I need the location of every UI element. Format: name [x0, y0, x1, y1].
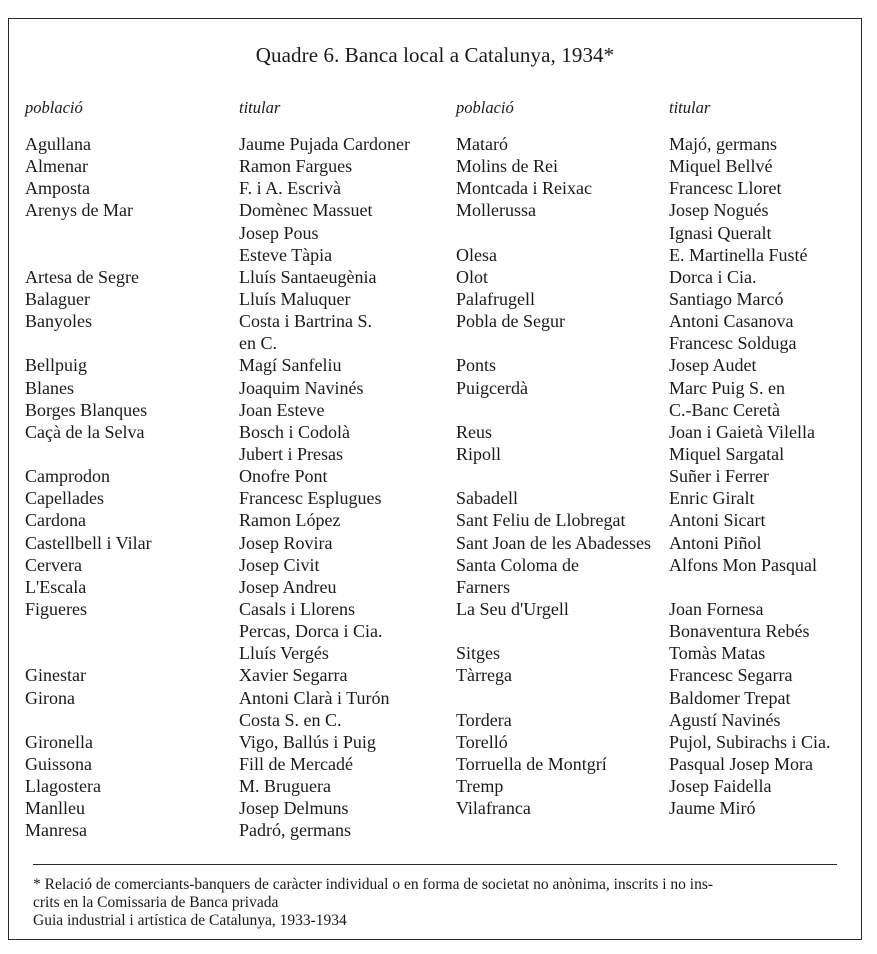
poblacio-cell: Molins de Rei	[456, 156, 558, 177]
titular-cell: Bosch i Codolà	[239, 421, 350, 442]
titular-cell: Josep Nogués	[669, 200, 769, 221]
table-frame	[8, 18, 862, 940]
poblacio-cell: Figueres	[25, 598, 87, 619]
poblacio-cell: Llagostera	[25, 776, 101, 797]
titular-cell: Antoni Casanova	[669, 311, 794, 332]
header-poblacio-right: població	[456, 98, 514, 117]
header-titular-left: titular	[239, 98, 281, 117]
poblacio-cell	[456, 465, 651, 487]
titular-cell: Lluís Santaeugènia	[239, 266, 377, 287]
poblacio-cell: Castellbell i Vilar	[25, 532, 152, 553]
titular-cell: Casals i Llorens	[239, 598, 355, 619]
titular-cell: Joaquim Navinés	[239, 377, 364, 398]
poblacio-cell: Caçà de la Selva	[25, 421, 145, 442]
poblacio-cell: Montcada i Reixac	[456, 178, 592, 199]
titular-cell: Bonaventura Rebés	[669, 621, 810, 642]
poblacio-cell	[25, 642, 152, 664]
poblacio-cell: Reus	[456, 421, 492, 442]
titular-cell: Magí Sanfeliu	[239, 355, 342, 376]
titular-cell: E. Martinella Fusté	[669, 244, 808, 265]
titular-cell: Ignasi Queralt	[669, 222, 772, 243]
titular-cell: Costa i Bartrina S.	[239, 311, 372, 332]
titular-cell: Onofre Pont	[239, 466, 328, 487]
titular-cell: Percas, Dorca i Cia.	[239, 621, 383, 642]
titular-cell: Josep Audet	[669, 355, 757, 376]
poblacio-cell: Almenar	[25, 156, 88, 177]
titular-cell: Jaume Miró	[669, 798, 756, 819]
footnote	[33, 864, 837, 930]
header-poblacio-left: població	[25, 98, 83, 117]
titular-cell: Antoni Sicart	[669, 510, 766, 531]
titular-cell	[669, 576, 831, 598]
titular-cell: Baldomer Trepat	[669, 687, 791, 708]
poblacio-cell: Olesa	[456, 244, 497, 265]
poblacio-cell: Sabadell	[456, 488, 518, 509]
titular-cell: Xavier Segarra	[239, 665, 348, 686]
poblacio-cell: La Seu d'Urgell	[456, 598, 569, 619]
poblacio-cell	[456, 332, 651, 354]
poblacio-cell: Banyoles	[25, 311, 92, 332]
titular-cell: M. Bruguera	[239, 776, 331, 797]
titular-cell: Joan Fornesa	[669, 598, 764, 619]
titular-cell: Padró, germans	[239, 820, 351, 841]
column-poblacio-left	[25, 133, 152, 842]
column-titular-left	[239, 133, 410, 842]
titular-cell: Jaume Pujada Cardoner	[239, 134, 410, 154]
poblacio-cell	[25, 244, 152, 266]
poblacio-cell: Palafrugell	[456, 288, 535, 309]
poblacio-cell: Ginestar	[25, 665, 86, 686]
titular-cell: Pasqual Josep Mora	[669, 753, 813, 774]
titular-cell: Domènec Massuet	[239, 200, 373, 221]
poblacio-cell: Mollerussa	[456, 200, 536, 221]
table-title: Quadre 6. Banca local a Catalunya, 1934*	[255, 43, 615, 67]
poblacio-cell: Ripoll	[456, 443, 502, 464]
column-titular-right	[669, 133, 831, 819]
poblacio-cell	[25, 709, 152, 731]
poblacio-cell: Bellpuig	[25, 355, 87, 376]
footnote-source: Guia industrial i artística de Catalunya, 1933-1934	[33, 912, 347, 929]
poblacio-cell	[456, 687, 651, 709]
footnote-line: crits en la Comissaria de Banca privada	[33, 894, 279, 911]
poblacio-cell: Vilafranca	[456, 798, 531, 819]
titular-cell: F. i A. Escrivà	[239, 178, 342, 199]
poblacio-cell: Arenys de Mar	[25, 200, 133, 221]
titular-cell: C.-Banc Ceretà	[669, 399, 780, 420]
titular-cell: Josep Pous	[239, 222, 319, 243]
poblacio-cell: Amposta	[25, 178, 90, 199]
titular-cell: Ramon Fargues	[239, 156, 353, 177]
titular-cell: Pujol, Subirachs i Cia.	[669, 731, 831, 752]
poblacio-cell: Cardona	[25, 510, 86, 531]
titular-cell: Josep Faidella	[669, 776, 772, 797]
poblacio-cell: Manlleu	[25, 798, 85, 819]
titular-cell: en C.	[239, 333, 277, 354]
titular-cell: Francesc Segarra	[669, 665, 793, 686]
titular-cell: Lluís Vergés	[239, 643, 329, 664]
poblacio-cell: Gironella	[25, 731, 93, 752]
titular-cell: Tomàs Matas	[669, 643, 766, 664]
titular-cell: Francesc Esplugues	[239, 488, 382, 509]
titular-cell: Francesc Solduga	[669, 333, 797, 354]
poblacio-cell: Cervera	[25, 554, 82, 575]
titular-cell: Suñer i Ferrer	[669, 466, 769, 487]
titular-cell: Antoni Clarà i Turón	[239, 687, 390, 708]
poblacio-cell	[25, 620, 152, 642]
poblacio-cell	[456, 399, 651, 421]
poblacio-cell: Torruella de Montgrí	[456, 753, 607, 774]
poblacio-cell	[456, 222, 651, 244]
poblacio-cell: Pobla de Segur	[456, 311, 565, 332]
poblacio-cell: Tremp	[456, 776, 504, 797]
poblacio-cell: Capellades	[25, 488, 104, 509]
poblacio-cell: Manresa	[25, 820, 87, 841]
titular-cell: Marc Puig S. en	[669, 377, 785, 398]
titular-cell: Miquel Bellvé	[669, 156, 773, 177]
poblacio-cell	[456, 620, 651, 642]
poblacio-cell	[25, 332, 152, 354]
footnote-line: * Relació de comerciants-banquers de caràcter individual o en forma de societat no anònima, inscrits i no ins-	[33, 876, 714, 893]
titular-cell: Joan i Gaietà Vilella	[669, 421, 816, 442]
poblacio-cell	[25, 222, 152, 244]
titular-cell: Josep Andreu	[239, 576, 337, 597]
titular-cell: Costa S. en C.	[239, 709, 342, 730]
titular-cell: Alfons Mon Pasqual	[669, 554, 817, 575]
titular-cell: Ramon López	[239, 510, 341, 531]
poblacio-cell: Tàrrega	[456, 665, 512, 686]
poblacio-cell: Sant Joan de les Abadesses	[456, 532, 651, 553]
titular-cell: Agustí Navinés	[669, 709, 781, 730]
poblacio-cell: Sant Feliu de Llobregat	[456, 510, 626, 531]
poblacio-cell: Mataró	[456, 134, 508, 154]
poblacio-cell: Ponts	[456, 355, 497, 376]
titular-cell: Dorca i Cia.	[669, 266, 757, 287]
titular-cell: Esteve Tàpia	[239, 244, 333, 265]
titular-cell: Antoni Piñol	[669, 532, 762, 553]
titular-cell: Enric Giralt	[669, 488, 755, 509]
poblacio-cell	[25, 443, 152, 465]
poblacio-cell: Agullana	[25, 134, 91, 154]
poblacio-cell: Tordera	[456, 709, 512, 730]
titular-cell: Fill de Mercadé	[239, 753, 353, 774]
poblacio-cell: Sitges	[456, 643, 501, 664]
titular-cell: Francesc Lloret	[669, 178, 782, 199]
poblacio-cell: Camprodon	[25, 466, 110, 487]
poblacio-cell: Farners	[456, 576, 510, 597]
titular-cell: Josep Civit	[239, 554, 320, 575]
titular-cell: Miquel Sargatal	[669, 443, 785, 464]
titular-cell: Josep Rovira	[239, 532, 333, 553]
titular-cell: Jubert i Presas	[239, 443, 343, 464]
poblacio-cell: Guissona	[25, 753, 92, 774]
titular-cell: Lluís Maluquer	[239, 288, 351, 309]
poblacio-cell: Balaguer	[25, 288, 90, 309]
column-poblacio-right	[456, 133, 651, 819]
poblacio-cell: Borges Blanques	[25, 399, 148, 420]
titular-cell: Josep Delmuns	[239, 798, 349, 819]
poblacio-cell: Torelló	[456, 731, 508, 752]
titular-cell: Vigo, Ballús i Puig	[239, 731, 376, 752]
poblacio-cell: Girona	[25, 687, 75, 708]
titular-cell: Joan Esteve	[239, 399, 325, 420]
poblacio-cell: Artesa de Segre	[25, 266, 139, 287]
poblacio-cell: Olot	[456, 266, 489, 287]
titular-cell: Santiago Marcó	[669, 288, 784, 309]
poblacio-cell: Santa Coloma de	[456, 554, 579, 575]
poblacio-cell: Blanes	[25, 377, 74, 398]
titular-cell: Majó, germans	[669, 134, 777, 154]
poblacio-cell: L'Escala	[25, 576, 87, 597]
poblacio-cell: Puigcerdà	[456, 377, 528, 398]
header-titular-right: titular	[669, 98, 711, 117]
